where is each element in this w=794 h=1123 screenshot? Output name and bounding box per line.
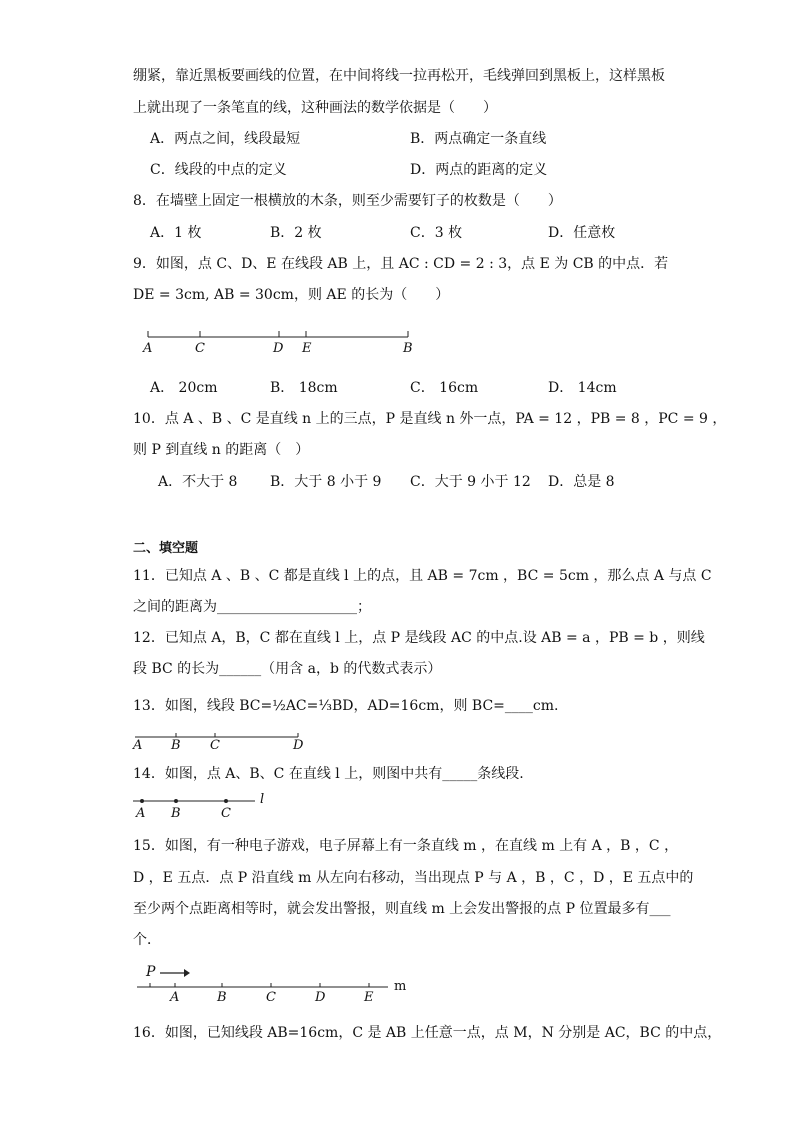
q14-label-b: B (171, 806, 181, 821)
q9-figure (148, 331, 408, 337)
q14-figure (133, 799, 255, 803)
q9-option-a: A． 20cm (150, 380, 218, 396)
q15-label-e: E (364, 990, 374, 1005)
q11-stem-line2: 之间的距离为____________________； (133, 599, 371, 615)
q15-figure (137, 969, 388, 987)
q15-label-a: A (170, 990, 180, 1005)
q9-label-d: D (273, 341, 284, 356)
q15-label-m: m (394, 979, 407, 994)
q13-label-c: C (210, 738, 220, 753)
q7-option-b: B．两点确定一条直线 (410, 131, 547, 147)
q9-option-c: C． 16cm (410, 380, 479, 396)
q15-stem-line1: 15．如图，有一种电子游戏，电子屏幕上有一条直线 m ，在直线 m 上有 A ，B ，C ， (133, 838, 679, 854)
q9-label-c: C (195, 341, 205, 356)
q9-stem-line1: 9．如图，点 C、D、E 在线段 AB 上，且 AC : CD = 2 : 3，点 E 为 CB 的中点．若 (133, 256, 669, 272)
q15-stem-line4: 个． (133, 932, 161, 948)
q15-label-b: B (217, 990, 227, 1005)
q8-option-b: B．2 枚 (270, 225, 322, 241)
q15-label-d: D (315, 990, 326, 1005)
q10-option-c: C．大于 9 小于 12 (410, 474, 531, 490)
q13-stem: 13．如图，线段 BC=½AC=⅓BD，AD=16cm，则 BC=____cm. (133, 698, 559, 714)
q14-label-l: l (260, 792, 265, 807)
q10-option-a: A．不大于 8 (158, 474, 238, 490)
q7-option-c: C．线段的中点的定义 (150, 162, 287, 178)
q8-option-d: D．任意枚 (548, 225, 616, 241)
q15-label-p: P (146, 964, 156, 980)
q14-stem: 14．如图，点 A、B、C 在直线 l 上，则图中共有_____条线段. (133, 766, 524, 782)
q9-label-e: E (302, 341, 312, 356)
q15-label-c: C (266, 990, 276, 1005)
q12-stem-line1: 12．已知点 A，B，C 都在直线 l 上，点 P 是线段 AC 的中点.设 AB = a ，PB = b ，则线 (133, 630, 705, 646)
q14-label-a: A (136, 806, 146, 821)
q9-label-a: A (143, 341, 153, 356)
q9-option-d: D． 14cm (548, 380, 617, 396)
q11-stem-line1: 11．已知点 A 、B 、C 都是直线 l 上的点，且 AB = 7cm ，BC = 5cm ，那么点 A 与点 C (133, 568, 712, 584)
q8-option-a: A．1 枚 (150, 225, 202, 241)
section-heading-fill-in: 二、填空题 (133, 541, 199, 556)
q7-stem-line2: 上就出现了一条笔直的线，这种画法的数学依据是（ ） (133, 100, 497, 116)
q13-label-b: B (171, 738, 181, 753)
q8-option-c: C．3 枚 (410, 225, 463, 241)
q10-option-d: D．总是 8 (548, 474, 615, 490)
q12-stem-line2: 段 BC 的长为______（用含 a，b 的代数式表示） (133, 661, 442, 677)
q10-stem-line2: 则 P 到直线 n 的距离（ ） (133, 442, 310, 458)
q10-stem-line1: 10．点 A 、B 、C 是直线 n 上的三点，P 是直线 n 外一点，PA = 12 ，PB = 8 ，PC = 9 ， (133, 411, 727, 427)
q9-stem-line2: DE = 3cm, AB = 30cm，则 AE 的长为（ ） (133, 287, 450, 303)
q14-label-c: C (221, 806, 231, 821)
q9-option-b: B． 18cm (270, 380, 338, 396)
q7-option-d: D．两点的距离的定义 (410, 162, 548, 178)
q10-option-b: B．大于 8 小于 9 (270, 474, 382, 490)
q15-stem-line3: 至少两个点距离相等时，就会发出警报，则直线 m 上会发出警报的点 P 位置最多有___ (133, 901, 671, 917)
q15-stem-line2: D ，E 五点．点 P 沿直线 m 从左向右移动，当出现点 P 与 A ，B ，C ，D ，E 五点中的 (133, 870, 694, 886)
q13-figure (135, 733, 298, 737)
q7-stem-line1: 绷紧，靠近黑板要画线的位置，在中间将线一拉再松开，毛线弹回到黑板上，这样黑板 (133, 68, 665, 84)
q16-stem: 16．如图，已知线段 AB=16cm，C 是 AB 上任意一点，点 M，N 分别是 AC，BC 的中点， (133, 1025, 722, 1041)
q13-label-a: A (133, 738, 143, 753)
q9-label-b: B (403, 341, 413, 356)
q13-label-d: D (293, 738, 304, 753)
q7-option-a: A．两点之间，线段最短 (150, 131, 301, 147)
q8-stem: 8．在墙壁上固定一根横放的木条，则至少需要钉子的枚数是（ ） (133, 193, 562, 209)
